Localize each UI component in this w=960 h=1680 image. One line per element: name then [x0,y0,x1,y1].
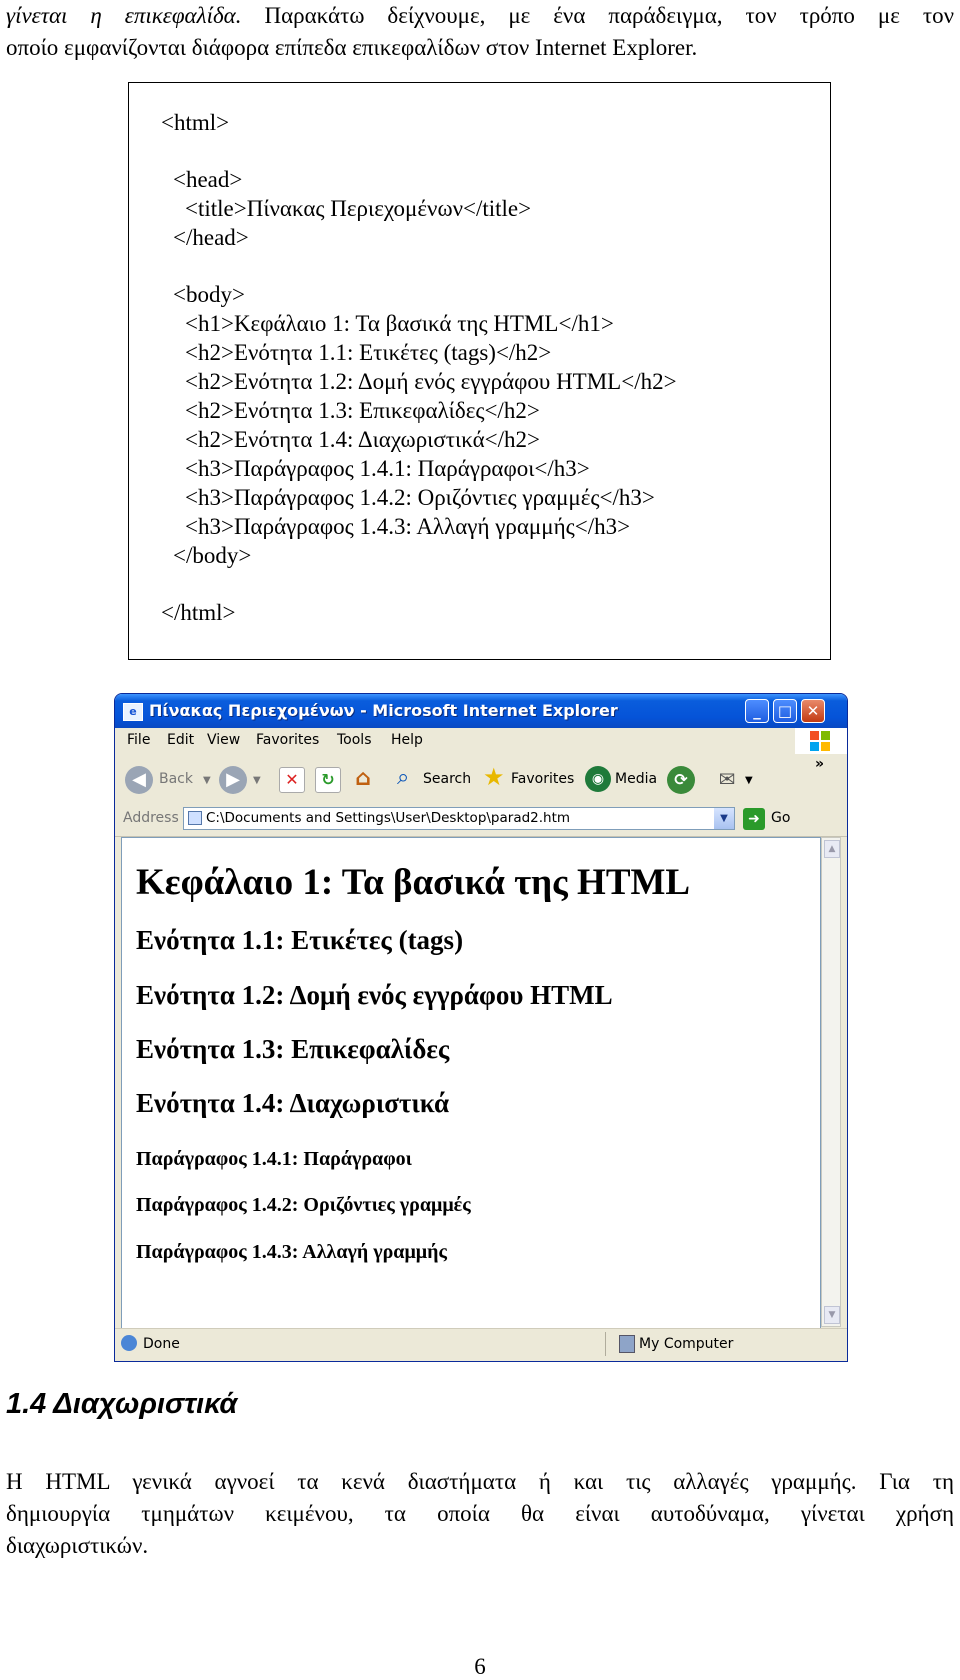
paragraph-line: διαχωριστικών. [6,1533,149,1558]
mail-icon[interactable]: ✉ [718,767,736,791]
media-globe-icon[interactable]: ◉ [585,766,611,792]
menu-tools[interactable]: Tools [337,732,372,748]
forward-arrow-icon[interactable]: ▶ [219,766,247,794]
code-line: <h2>Ενότητα 1.4: Διαχωριστικά</h2> [185,427,540,452]
code-line: <h3>Παράγραφος 1.4.2: Οριζόντιες γραμμές</h3> [185,485,655,510]
rendered-h1: Κεφάλαιο 1: Τα βασικά της HTML [136,862,691,903]
windows-flag-icon [795,728,847,754]
toolbar-overflow-chevron[interactable]: » [815,756,825,772]
menu-help[interactable]: Help [391,732,423,748]
rendered-h2: Ενότητα 1.2: Δομή ενός εγγράφου HTML [136,980,613,1010]
forward-dropdown-icon[interactable]: ▼ [253,775,261,786]
address-input[interactable] [183,807,735,830]
rendered-h3: Παράγραφος 1.4.2: Οριζόντιες γραμμές [136,1194,471,1216]
maximize-button[interactable]: □ [773,699,797,723]
browser-titlebar [115,694,847,728]
code-line: <h1>Κεφάλαιο 1: Τα βασικά της HTML</h1> [185,311,614,336]
code-line: <body> [173,282,245,307]
minimize-button[interactable]: _ [745,699,769,723]
rendered-h2: Ενότητα 1.4: Διαχωριστικά [136,1088,450,1118]
address-bar [115,802,847,837]
scroll-up-icon[interactable]: ▲ [824,840,840,858]
paragraph-line: Η HTML γενικά αγνοεί τα κενά διαστήματα ή και τις αλλαγές γραμμής. Για τη [6,1469,954,1494]
address-value: C:\Documents and Settings\User\Desktop\parad2.htm [206,810,571,826]
code-line: <html> [161,110,230,135]
intro-paragraph [6,0,954,64]
menu-favorites[interactable]: Favorites [256,732,320,748]
home-icon[interactable]: ⌂ [355,766,371,791]
code-line: <h2>Ενότητα 1.3: Επικεφαλίδες</h2> [185,398,540,423]
intro-line-1 [6,0,954,32]
search-icon[interactable]: ⌕ [397,765,410,790]
mail-dropdown-icon[interactable]: ▼ [745,775,753,786]
refresh-icon[interactable]: ↻ [315,767,341,793]
search-button-label[interactable]: Search [423,771,472,787]
address-label: Address [123,810,179,826]
menu-bar [115,728,847,755]
paragraph-line: δημιουργία τμημάτων κειμένου, τα οποία θα είναι αυτοδύναμα, γίνεται χρήση [6,1501,954,1526]
ie-logo-icon: e [123,703,143,721]
back-dropdown-icon[interactable]: ▼ [203,775,211,786]
rendered-h3: Παράγραφος 1.4.3: Αλλαγή γραμμής [136,1241,447,1263]
menu-file[interactable]: File [127,732,151,748]
intro-line-2: οποίο εμφανίζονται διάφορα επίπεδα επικεφαλίδων στον Internet Explorer. [6,35,698,60]
menu-view[interactable]: View [207,732,241,748]
rendered-h2: Ενότητα 1.3: Επικεφαλίδες [136,1034,450,1064]
html-code-example [128,82,831,660]
section-heading: 1.4 Διαχωριστικά [6,1388,238,1420]
vertical-scrollbar[interactable] [821,837,841,1327]
section-paragraph [6,1466,954,1562]
zone-text: My Computer [639,1336,734,1352]
favorites-star-icon[interactable]: ★ [483,763,505,791]
code-line: <h2>Ενότητα 1.2: Δομή ενός εγγράφου HTML</h2> [185,369,677,394]
go-button-label[interactable]: Go [771,810,791,826]
stop-icon[interactable]: ✕ [279,767,305,793]
rendered-h3: Παράγραφος 1.4.1: Παράγραφοι [136,1148,412,1170]
browser-window [114,693,848,1362]
code-line: <h2>Ενότητα 1.1: Ετικέτες (tags)</h2> [185,340,552,365]
media-button-label[interactable]: Media [615,771,658,787]
scroll-down-icon[interactable]: ▼ [824,1306,840,1324]
code-line: </body> [173,543,252,568]
ie-status-icon [121,1335,137,1351]
back-button-label[interactable]: Back [159,771,193,787]
my-computer-icon [619,1335,635,1353]
page-icon [188,811,202,825]
intro-italic-text: γίνεται η επικεφαλίδα. [6,3,242,28]
rendered-h2: Ενότητα 1.1: Ετικέτες (tags) [136,925,464,955]
menu-edit[interactable]: Edit [167,732,195,748]
standard-toolbar [115,754,847,803]
code-line: </head> [173,225,249,250]
intro-line-1-text: Παρακάτω δείχνουμε, με ένα παράδειγμα, τον τρόπο με τον [241,3,954,28]
code-line: <h3>Παράγραφος 1.4.3: Αλλαγή γραμμής</h3> [185,514,631,539]
back-arrow-icon[interactable]: ◀ [125,766,153,794]
status-text: Done [143,1336,180,1352]
status-bar [115,1328,847,1362]
code-line: </html> [161,600,236,625]
close-button[interactable]: ✕ [801,699,825,723]
page-viewport [121,837,821,1329]
page-number: 6 [474,1654,486,1679]
window-title: Πίνακας Περιεχομένων - Microsoft Internet Explorer [149,701,618,720]
go-arrow-icon[interactable]: ➜ [743,808,765,830]
favorites-button-label[interactable]: Favorites [511,771,575,787]
code-line: <head> [173,167,243,192]
code-line: <h3>Παράγραφος 1.4.1: Παράγραφοι</h3> [185,456,590,481]
code-line: <title>Πίνακας Περιεχομένων</title> [185,196,532,221]
history-icon[interactable]: ⟳ [667,766,695,794]
address-dropdown-icon[interactable]: ▼ [714,808,734,829]
